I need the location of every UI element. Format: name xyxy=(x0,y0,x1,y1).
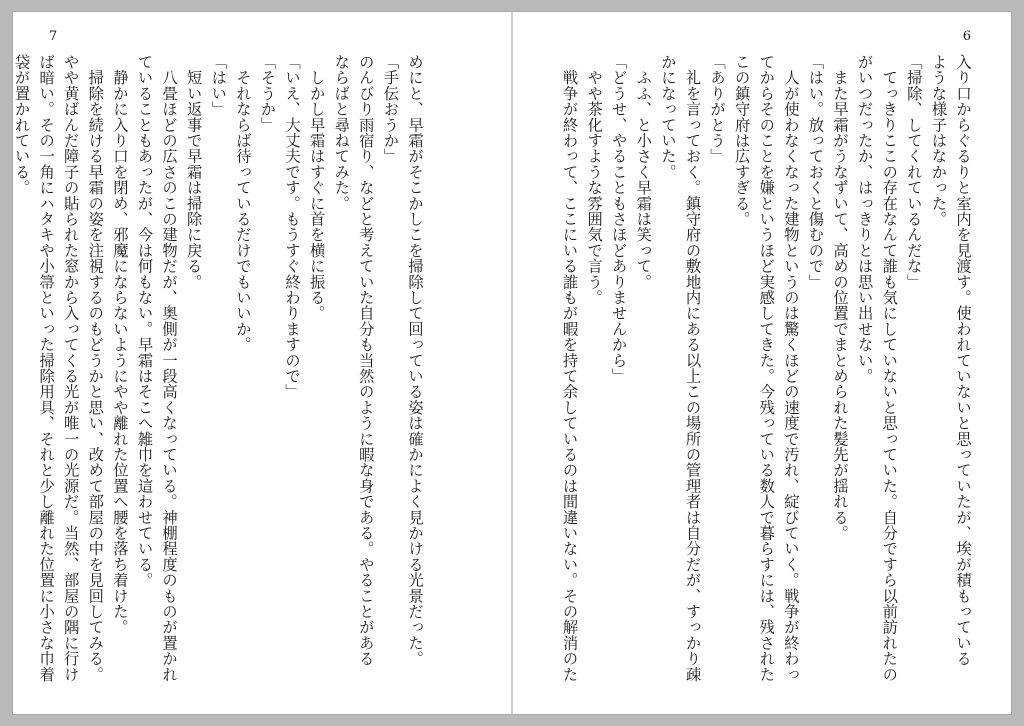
text-line: かになっていた。 xyxy=(658,54,677,180)
text-line: てっきりここの存在なんて誰も気にしていないと思っていた。自分ですら以前訪れたの xyxy=(880,54,899,682)
text-line: 「掃除、してくれているんだな」 xyxy=(904,54,923,290)
left-page xyxy=(13,12,511,714)
text-line: のんびり雨宿り、などと考えていた自分も当然のように暇な身である。やることがある xyxy=(356,54,375,667)
text-line: 「手伝おうか」 xyxy=(381,54,400,164)
book-spread xyxy=(13,12,1011,714)
text-line: また早霜がうなずいて、高めの位置でまとめられた髪先が揺れる。 xyxy=(831,54,850,541)
text-line: 「どうせ、やることもさほどありませんから」 xyxy=(609,54,628,384)
page-number-left: 7 xyxy=(49,29,58,44)
text-line: がいつだったか、はっきりとは思い出せない。 xyxy=(855,54,874,384)
left-page-text xyxy=(7,54,427,704)
page-number-right: 6 xyxy=(962,29,971,44)
text-line: やや茶化すような雰囲気で言う。 xyxy=(585,54,604,306)
text-line: 戦争が終わって、ここにいる誰もが暇を持て余しているのは間違いない。その解消のた xyxy=(560,54,579,682)
text-line: めにと、早霜がそこかしこを掃除して回っている姿は確かによく見かける光景だった。 xyxy=(406,54,424,667)
text-line: 「そうか」 xyxy=(258,54,277,133)
text-line: ていることもあったが、今は何もない。早霜はそこへ雑巾を這わせている。 xyxy=(135,54,154,588)
text-line: この鎮守府は広すぎる。 xyxy=(732,54,751,227)
text-line: 「はい」 xyxy=(209,54,228,117)
text-line: ならばと尋ねてみた。 xyxy=(332,54,351,211)
text-line: 八畳ほどの広さのこの建物だが、奥側が一段高くなっている。神棚程度のものが置かれ xyxy=(160,54,179,682)
text-line: 「いえ、大丈夫です。もうすぐ終わりますので」 xyxy=(283,54,302,400)
right-page-text xyxy=(555,54,975,704)
text-line: 入り口からぐるりと室内を見渡す。使われていないと思っていたが、埃が積もっている xyxy=(954,54,972,667)
text-line: 「はい。放っておくと傷むので」 xyxy=(806,54,825,290)
text-line: しかし早霜はすぐに首を横に振る。 xyxy=(307,54,326,321)
text-line: 短い返事で早霜は掃除に戻る。 xyxy=(184,54,203,290)
text-line: 「ありがとう」 xyxy=(708,54,727,164)
text-line: 礼を言っておく。鎮守府の敷地内にある以上この場所の管理者は自分だが、すっかり疎 xyxy=(683,54,702,682)
right-page xyxy=(513,12,1011,714)
text-line: 掃除を続ける早霜の姿を注視するのもどうかと思い、改めて部屋の中を見回してみる。 xyxy=(86,54,105,682)
text-line: ば暗い。その一角にハタキや小箒といった掃除用具、それと少し離れた位置に小さな巾着 xyxy=(37,54,56,682)
text-line: ふふ、と小さく早霜は笑って。 xyxy=(634,54,653,290)
text-line: 静かに入り口を閉め、邪魔にならないようにやや離れた位置へ腰を落ち着けた。 xyxy=(110,54,129,635)
text-line: 袋が置かれている。 xyxy=(12,54,31,196)
text-line: やや黄ばんだ障子の貼られた窓から入ってくる光が唯一の光源だ。当然、部屋の隅に行け xyxy=(61,54,80,682)
text-line: てからそのことを嫌というほど実感してきた。今残っている数人で暮らすには、残された xyxy=(757,54,776,682)
text-line: ような様子はなかった。 xyxy=(929,54,948,227)
text-line: それならば待っているだけでもいいか。 xyxy=(233,54,252,353)
text-line: 人が使わなくなった建物というのは驚くほどの速度で汚れ、綻びていく。戦争が終わっ xyxy=(781,54,800,682)
